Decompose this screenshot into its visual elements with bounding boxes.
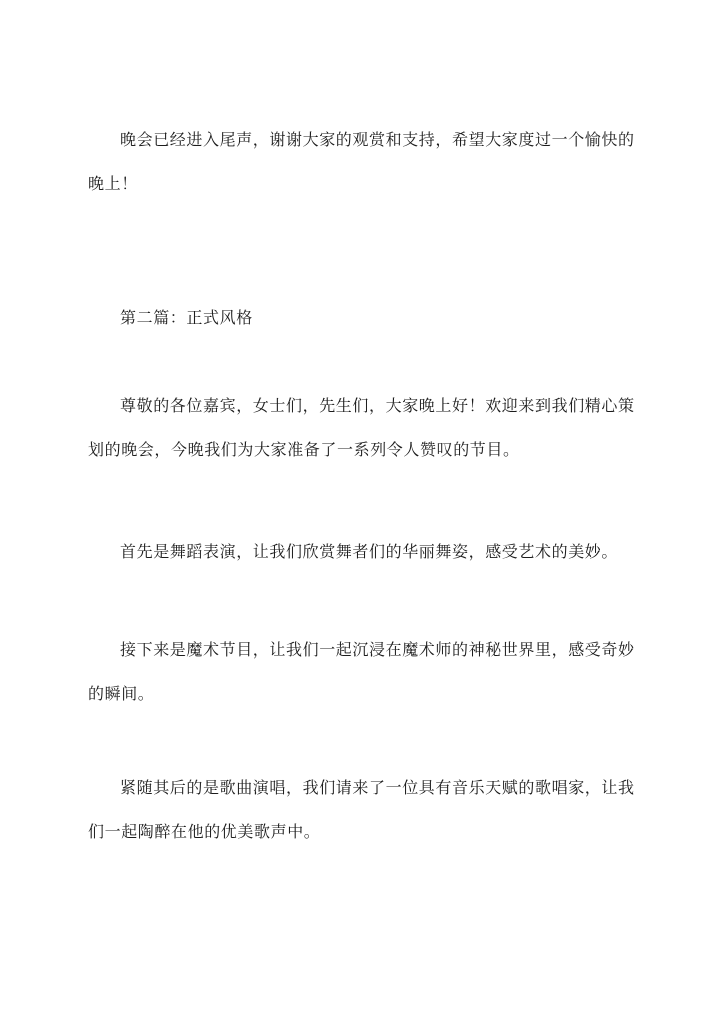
paragraph-welcome: 尊敬的各位嘉宾，女士们，先生们，大家晚上好！欢迎来到我们精心策划的晚会，今晚我们为大家准备了一系列令人赞叹的节目。 — [88, 396, 635, 459]
paragraph-closing-remarks: 晚会已经进入尾声，谢谢大家的观赏和支持，希望大家度过一个愉快的晚上！ — [88, 130, 635, 193]
paragraph-magic: 接下来是魔术节目，让我们一起沉浸在魔术师的神秘世界里，感受奇妙的瞬间。 — [88, 640, 635, 703]
paragraph-dance: 首先是舞蹈表演，让我们欣赏舞者们的华丽舞姿，感受艺术的美妙。 — [120, 542, 619, 561]
section-heading: 第二篇：正式风格 — [120, 308, 253, 327]
paragraph-singing: 紧随其后的是歌曲演唱，我们请来了一位具有音乐天赋的歌唱家，让我们一起陶醉在他的优美歌声中。 — [88, 778, 635, 841]
